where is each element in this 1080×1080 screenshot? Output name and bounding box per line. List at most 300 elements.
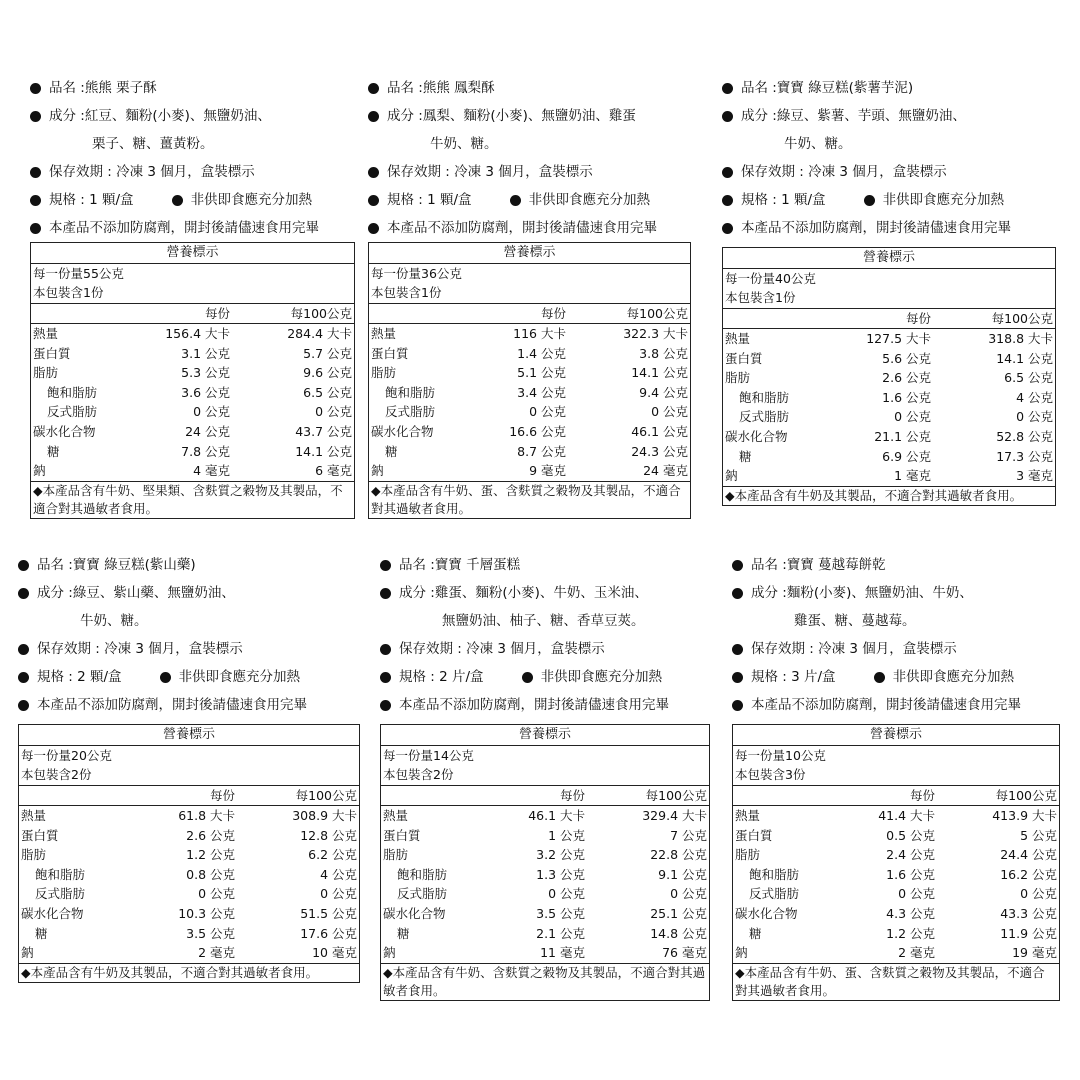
value-per-serving: 3.1 公克	[181, 345, 230, 361]
nutrient-name: 鈉	[21, 945, 34, 961]
bullet-icon	[380, 672, 391, 683]
nutrient-name: 脂肪	[21, 847, 47, 863]
value-per-100g: 284.4 大卡	[287, 326, 352, 341]
nutrition-row	[19, 943, 359, 963]
storage-line	[380, 635, 716, 663]
value-per-serving: 5.6 公克	[882, 350, 931, 366]
spec-text: 規格 : 1 顆/盒	[741, 192, 826, 208]
nutrition-row	[369, 422, 690, 442]
nutrition-row	[31, 324, 354, 344]
value-per-100g: 9.4 公克	[639, 384, 688, 400]
nutrition-row	[723, 349, 1055, 369]
nutrient-name: 脂肪	[725, 370, 751, 386]
value-per-serving: 16.6 公克	[509, 423, 566, 439]
nutrient-name: 反式脂肪	[749, 886, 800, 902]
value-per-serving: 2.6 公克	[186, 827, 235, 843]
ingredients-text: 綠豆、紫薯、芋頭、無鹽奶油、	[776, 108, 966, 124]
value-per-100g: 0 公克	[320, 886, 357, 902]
ingredients-text-cont: 栗子、糖、薑黃粉。	[92, 136, 214, 152]
nutrition-table	[732, 724, 1060, 1001]
nutrient-name: 脂肪	[735, 847, 761, 863]
col-per-100g: 每100公克	[995, 788, 1057, 803]
nutrition-table	[18, 724, 360, 983]
ingredients-text-cont: 牛奶、糖。	[430, 136, 498, 152]
product-name: 寶寶 千層蛋糕	[434, 557, 521, 573]
value-per-serving: 116 大卡	[513, 326, 566, 341]
value-per-100g: 17.6 公克	[300, 925, 357, 941]
value-per-serving: 2.4 公克	[886, 847, 935, 863]
nutrition-row	[723, 388, 1055, 408]
nutrition-title: 營養標示	[381, 725, 709, 746]
nutrition-rows	[733, 806, 1059, 964]
nutrient-name: 糖	[385, 443, 398, 459]
value-per-100g: 43.7 公克	[295, 423, 352, 439]
servings-per-pack: 本包裝含1份	[33, 285, 104, 300]
nutrition-row	[19, 806, 359, 826]
col-per-serving: 每份	[540, 306, 566, 321]
bullet-icon	[732, 588, 743, 599]
heat-note: 非供即食應充分加熱	[540, 669, 663, 685]
nutrition-row	[31, 402, 354, 422]
nutrition-row	[369, 363, 690, 383]
value-per-serving: 5.3 公克	[181, 365, 230, 381]
ingredients-text-cont: 雞蛋、糖、蔓越莓。	[794, 613, 916, 629]
nutrient-name: 鈉	[735, 945, 748, 961]
spec-line	[722, 186, 1058, 214]
serving-info	[381, 746, 709, 786]
preservative-line	[380, 691, 716, 719]
value-per-serving: 1.6 公克	[886, 866, 935, 882]
value-per-100g: 5.7 公克	[303, 345, 352, 361]
bullet-icon	[18, 672, 29, 683]
product-name: 寶寶 蔓越莓餅乾	[786, 557, 886, 573]
nutrient-name: 糖	[749, 925, 762, 941]
nutrition-row	[31, 383, 354, 403]
ingredients-label: 成分 :	[399, 585, 435, 601]
nutrient-name: 糖	[397, 925, 410, 941]
storage-text: 保存效期 : 冷凍 3 個月，盒裝標示	[399, 641, 605, 657]
value-per-serving: 0 公克	[198, 886, 235, 902]
nutrition-row	[723, 407, 1055, 427]
preservative-note: 本產品不添加防腐劑，開封後請儘速食用完畢	[399, 697, 669, 713]
product-name: 熊熊 栗子酥	[84, 80, 157, 96]
bullet-icon	[30, 167, 41, 178]
spec-text: 規格 : 2 顆/盒	[37, 669, 122, 685]
value-per-serving: 0 公克	[529, 404, 566, 420]
nutrition-header	[381, 786, 709, 806]
serving-size: 每一份量40公克	[725, 271, 816, 286]
servings-per-pack: 本包裝含3份	[735, 767, 806, 782]
value-per-serving: 2 毫克	[898, 945, 935, 961]
value-per-100g: 4 公克	[1016, 389, 1053, 405]
nutrient-name: 飽和脂肪	[35, 866, 86, 882]
value-per-100g: 24.3 公克	[631, 443, 688, 459]
heat-note: 非供即食應充分加熱	[178, 669, 301, 685]
nutrition-row	[381, 884, 709, 904]
value-per-serving: 1 毫克	[894, 468, 931, 484]
value-per-100g: 52.8 公克	[996, 428, 1053, 444]
name-line	[722, 74, 1058, 102]
bullet-icon	[732, 672, 743, 683]
value-per-100g: 51.5 公克	[300, 905, 357, 921]
storage-line	[722, 158, 1058, 186]
col-per-serving: 每份	[204, 306, 230, 321]
spec-text: 規格 : 3 片/盒	[751, 669, 836, 685]
product-info	[30, 74, 366, 242]
name-line	[18, 551, 354, 579]
nutrition-row	[19, 904, 359, 924]
nutrition-row	[369, 344, 690, 364]
nutrient-name: 碳水化合物	[33, 423, 96, 439]
preservative-line	[18, 691, 354, 719]
name-line	[380, 551, 716, 579]
nutrition-table	[30, 242, 355, 519]
value-per-serving: 41.4 大卡	[878, 808, 935, 823]
serving-size: 每一份量10公克	[735, 748, 826, 763]
nutrition-row	[733, 924, 1059, 944]
nutrient-name: 脂肪	[371, 365, 397, 381]
value-per-100g: 10 毫克	[312, 945, 357, 961]
value-per-100g: 25.1 公克	[650, 905, 707, 921]
nutrient-name: 熱量	[33, 326, 59, 341]
col-per-serving: 每份	[909, 788, 935, 803]
col-per-serving: 每份	[559, 788, 585, 803]
product-info	[368, 74, 704, 242]
nutrition-row	[369, 324, 690, 344]
value-per-100g: 3 毫克	[1016, 468, 1053, 484]
nutrition-header	[723, 309, 1055, 329]
nutrient-name: 蛋白質	[371, 345, 409, 361]
nutrition-row	[31, 344, 354, 364]
nutrition-header	[369, 304, 690, 324]
nutrition-rows	[381, 806, 709, 964]
nutrition-row	[369, 402, 690, 422]
nutrition-row	[19, 884, 359, 904]
name-label: 品名 :	[49, 80, 85, 96]
nutrient-name: 糖	[47, 443, 60, 459]
bullet-icon	[380, 588, 391, 599]
preservative-note: 本產品不添加防腐劑，開封後請儘速食用完畢	[741, 220, 1011, 236]
value-per-100g: 9.6 公克	[303, 365, 352, 381]
value-per-100g: 6.5 公克	[303, 384, 352, 400]
col-per-serving: 每份	[209, 788, 235, 803]
bullet-icon	[172, 195, 183, 206]
value-per-serving: 9 毫克	[529, 463, 566, 479]
spec-line	[30, 186, 366, 214]
serving-info	[723, 269, 1055, 309]
product-card-5	[380, 551, 716, 998]
name-label: 品名 :	[37, 557, 73, 573]
ingredients-text: 麵粉(小麥)、無鹽奶油、牛奶、	[786, 585, 973, 601]
value-per-serving: 0.5 公克	[886, 827, 935, 843]
bullet-icon	[368, 83, 379, 94]
product-info	[380, 551, 716, 719]
bullet-icon	[380, 700, 391, 711]
value-per-100g: 14.1 公克	[631, 365, 688, 381]
nutrition-row	[723, 329, 1055, 349]
value-per-serving: 0 公克	[894, 409, 931, 425]
value-per-serving: 10.3 公克	[178, 905, 235, 921]
value-per-serving: 1.6 公克	[882, 389, 931, 405]
value-per-serving: 2.1 公克	[536, 925, 585, 941]
spec-line	[732, 663, 1068, 691]
nutrition-row	[31, 363, 354, 383]
bullet-icon	[722, 195, 733, 206]
value-per-serving: 127.5 大卡	[866, 331, 931, 346]
value-per-100g: 0 公克	[651, 404, 688, 420]
nutrition-table	[380, 724, 710, 1001]
nutrient-name: 熱量	[383, 808, 409, 823]
value-per-100g: 24.4 公克	[1000, 847, 1057, 863]
value-per-100g: 329.4 大卡	[642, 808, 707, 823]
ingredients-line	[732, 579, 1068, 607]
spec-text: 規格 : 2 片/盒	[399, 669, 484, 685]
nutrient-name: 脂肪	[383, 847, 409, 863]
bullet-icon	[18, 700, 29, 711]
value-per-serving: 2 毫克	[198, 945, 235, 961]
name-line	[30, 74, 366, 102]
ingredients-line	[368, 102, 704, 130]
value-per-100g: 12.8 公克	[300, 827, 357, 843]
value-per-100g: 0 公克	[1020, 886, 1057, 902]
heat-note: 非供即食應充分加熱	[190, 192, 313, 208]
nutrient-name: 蛋白質	[735, 827, 773, 843]
value-per-100g: 43.3 公克	[1000, 905, 1057, 921]
allergen-note: ◆本產品含有牛奶及其製品，不適合對其過敏者食用。	[725, 487, 1023, 503]
value-per-serving: 3.6 公克	[181, 384, 230, 400]
nutrient-name: 反式脂肪	[47, 404, 98, 420]
nutrition-rows	[19, 806, 359, 964]
value-per-100g: 4 公克	[320, 866, 357, 882]
value-per-100g: 11.9 公克	[1000, 925, 1057, 941]
value-per-100g: 3.8 公克	[639, 345, 688, 361]
nutrient-name: 糖	[35, 925, 48, 941]
nutrient-name: 飽和脂肪	[397, 866, 448, 882]
servings-per-pack: 本包裝含1份	[725, 290, 796, 305]
servings-per-pack: 本包裝含1份	[371, 285, 442, 300]
ingredients-line	[722, 102, 1058, 130]
value-per-100g: 19 毫克	[1012, 945, 1057, 961]
nutrient-name: 飽和脂肪	[749, 866, 800, 882]
name-label: 品名 :	[751, 557, 787, 573]
value-per-serving: 4.3 公克	[886, 905, 935, 921]
product-name: 寶寶 綠豆糕(紫山藥)	[72, 557, 196, 573]
value-per-serving: 24 公克	[185, 423, 230, 439]
value-per-serving: 1.2 公克	[186, 847, 235, 863]
serving-info	[733, 746, 1059, 786]
allergen-note: ◆本產品含有牛奶、含麩質之穀物及其製品，不適合對其過敏者食用。	[383, 964, 706, 998]
bullet-icon	[30, 223, 41, 234]
preservative-line	[30, 214, 366, 242]
nutrition-title: 營養標示	[369, 243, 690, 264]
nutrition-row	[369, 383, 690, 403]
nutrition-row	[723, 466, 1055, 486]
nutrient-name: 鈉	[383, 945, 396, 961]
ingredients-line	[380, 579, 716, 607]
spec-text: 規格 : 1 顆/盒	[387, 192, 472, 208]
col-per-100g: 每100公克	[645, 788, 707, 803]
col-per-100g: 每100公克	[295, 788, 357, 803]
value-per-100g: 5 公克	[1020, 827, 1057, 843]
servings-per-pack: 本包裝含2份	[383, 767, 454, 782]
nutrition-row	[733, 845, 1059, 865]
ingredients-label: 成分 :	[49, 108, 85, 124]
product-card-3	[722, 74, 1058, 503]
value-per-100g: 7 公克	[670, 827, 707, 843]
preservative-note: 本產品不添加防腐劑，開封後請儘速食用完畢	[37, 697, 307, 713]
nutrient-name: 熱量	[725, 331, 751, 346]
nutrient-name: 熱量	[735, 808, 761, 823]
nutrition-row	[19, 845, 359, 865]
value-per-serving: 1 公克	[548, 827, 585, 843]
nutrition-row	[381, 845, 709, 865]
value-per-100g: 0 公克	[1016, 409, 1053, 425]
ingredients-label: 成分 :	[37, 585, 73, 601]
bullet-icon	[380, 560, 391, 571]
nutrition-row	[733, 865, 1059, 885]
nutrition-row	[369, 461, 690, 481]
value-per-serving: 1.2 公克	[886, 925, 935, 941]
bullet-icon	[368, 167, 379, 178]
bullet-icon	[864, 195, 875, 206]
nutrient-name: 脂肪	[33, 365, 59, 381]
product-info	[722, 74, 1058, 242]
name-label: 品名 :	[399, 557, 435, 573]
serving-info	[369, 264, 690, 304]
nutrient-name: 碳水化合物	[371, 423, 434, 439]
nutrition-row	[733, 904, 1059, 924]
product-card-6	[732, 551, 1068, 998]
storage-text: 保存效期 : 冷凍 3 個月，盒裝標示	[49, 164, 255, 180]
value-per-serving: 156.4 大卡	[165, 326, 230, 341]
nutrition-row	[381, 865, 709, 885]
nutrient-name: 熱量	[21, 808, 47, 823]
ingredients-text: 綠豆、紫山藥、無鹽奶油、	[72, 585, 235, 601]
nutrient-name: 糖	[739, 448, 752, 464]
heat-note: 非供即食應充分加熱	[528, 192, 651, 208]
nutrient-name: 飽和脂肪	[385, 384, 436, 400]
bullet-icon	[510, 195, 521, 206]
preservative-note: 本產品不添加防腐劑，開封後請儘速食用完畢	[49, 220, 319, 236]
ingredients-text: 雞蛋、麵粉(小麥)、牛奶、玉米油、	[434, 585, 648, 601]
storage-text: 保存效期 : 冷凍 3 個月，盒裝標示	[741, 164, 947, 180]
nutrition-row	[733, 884, 1059, 904]
value-per-100g: 46.1 公克	[631, 423, 688, 439]
bullet-icon	[368, 223, 379, 234]
bullet-icon	[732, 560, 743, 571]
serving-size: 每一份量14公克	[383, 748, 474, 763]
ingredients-label: 成分 :	[387, 108, 423, 124]
bullet-icon	[722, 167, 733, 178]
value-per-serving: 11 毫克	[540, 945, 585, 961]
ingredients-line	[30, 102, 366, 130]
nutrient-name: 蛋白質	[383, 827, 421, 843]
nutrition-row	[19, 924, 359, 944]
serving-size: 每一份量20公克	[21, 748, 112, 763]
nutrition-row	[31, 442, 354, 462]
value-per-serving: 1.3 公克	[536, 866, 585, 882]
value-per-serving: 0 公克	[548, 886, 585, 902]
storage-line	[30, 158, 366, 186]
preservative-note: 本產品不添加防腐劑，開封後請儘速食用完畢	[387, 220, 657, 236]
storage-text: 保存效期 : 冷凍 3 個月，盒裝標示	[37, 641, 243, 657]
value-per-100g: 76 毫克	[662, 945, 707, 961]
serving-size: 每一份量36公克	[371, 266, 462, 281]
ingredients-label: 成分 :	[751, 585, 787, 601]
spec-line	[18, 663, 354, 691]
value-per-100g: 6 毫克	[315, 463, 352, 479]
allergen-note: ◆本產品含有牛奶、堅果類、含麩質之穀物及其製品，不適合對其過敏者食用。	[33, 482, 343, 516]
ingredients-text-cont: 牛奶、糖。	[80, 613, 148, 629]
bullet-icon	[18, 560, 29, 571]
nutrient-name: 蛋白質	[21, 827, 59, 843]
nutrient-name: 反式脂肪	[35, 886, 86, 902]
value-per-100g: 6.2 公克	[308, 847, 357, 863]
name-line	[732, 551, 1068, 579]
spec-line	[380, 663, 716, 691]
nutrition-title: 營養標示	[733, 725, 1059, 746]
col-per-100g: 每100公克	[290, 306, 352, 321]
nutrient-name: 飽和脂肪	[47, 384, 98, 400]
nutrient-name: 飽和脂肪	[739, 389, 790, 405]
name-label: 品名 :	[387, 80, 423, 96]
nutrient-name: 反式脂肪	[397, 886, 448, 902]
bullet-icon	[160, 672, 171, 683]
product-name: 寶寶 綠豆糕(紫薯芋泥)	[776, 80, 914, 96]
nutrition-row	[31, 461, 354, 481]
value-per-100g: 14.1 公克	[295, 443, 352, 459]
value-per-serving: 3.5 公克	[536, 905, 585, 921]
value-per-100g: 0 公克	[315, 404, 352, 420]
value-per-serving: 1.4 公克	[517, 345, 566, 361]
nutrition-header	[31, 304, 354, 324]
nutrition-row	[369, 442, 690, 462]
nutrient-name: 碳水化合物	[383, 905, 446, 921]
value-per-serving: 3.4 公克	[517, 384, 566, 400]
storage-text: 保存效期 : 冷凍 3 個月，盒裝標示	[387, 164, 593, 180]
value-per-serving: 3.5 公克	[186, 925, 235, 941]
servings-per-pack: 本包裝含2份	[21, 767, 92, 782]
value-per-100g: 22.8 公克	[650, 847, 707, 863]
nutrient-name: 蛋白質	[725, 350, 763, 366]
value-per-serving: 0 公克	[898, 886, 935, 902]
product-name: 熊熊 鳳梨酥	[422, 80, 495, 96]
nutrition-row	[381, 826, 709, 846]
bullet-icon	[722, 83, 733, 94]
nutrient-name: 鈉	[371, 463, 384, 479]
nutrition-row	[381, 904, 709, 924]
nutrition-row	[733, 943, 1059, 963]
bullet-icon	[722, 111, 733, 122]
name-label: 品名 :	[741, 80, 777, 96]
bullet-icon	[380, 644, 391, 655]
col-per-serving: 每份	[905, 311, 931, 326]
value-per-serving: 4 毫克	[193, 463, 230, 479]
value-per-serving: 21.1 公克	[874, 428, 931, 444]
storage-line	[368, 158, 704, 186]
preservative-note: 本產品不添加防腐劑，開封後請儘速食用完畢	[751, 697, 1021, 713]
nutrition-rows	[369, 324, 690, 482]
value-per-100g: 16.2 公克	[1000, 866, 1057, 882]
nutrition-row	[723, 447, 1055, 467]
allergen-note: ◆本產品含有牛奶及其製品，不適合對其過敏者食用。	[21, 964, 319, 980]
value-per-serving: 61.8 大卡	[178, 808, 235, 823]
nutrient-name: 鈉	[725, 468, 738, 484]
bullet-icon	[368, 111, 379, 122]
value-per-serving: 2.6 公克	[882, 370, 931, 386]
value-per-100g: 308.9 大卡	[292, 808, 357, 823]
product-info	[732, 551, 1068, 719]
